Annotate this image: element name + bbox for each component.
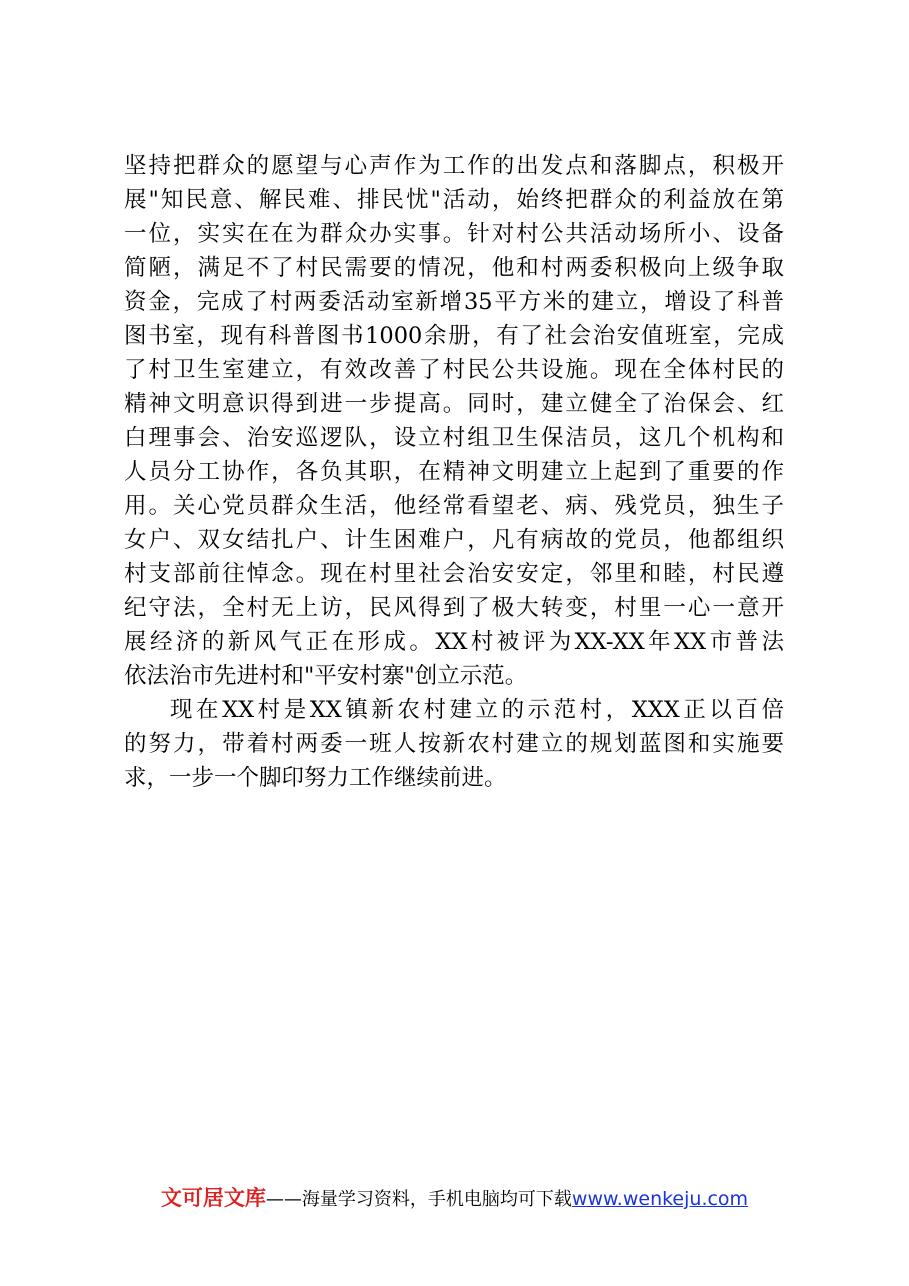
text-line: 人员分工协作，各负其职，在精神文明建立上起到了重要的作 (124, 459, 784, 485)
text-line: 女户、双女结扎户、计生困难户，凡有病故的党员，他都组织 (124, 527, 784, 553)
text-line: 村支部前往悼念。现在村里社会治安安定，邻里和睦，村民遵 (124, 561, 784, 587)
text-line: 展经济的新风气正在形成。XX村被评为XX-XX年XX市普法 (124, 629, 784, 655)
text-line: 白理事会、治安巡逻队，设立村组卫生保洁员，这几个机构和 (124, 425, 784, 451)
text-line: 精神文明意识得到进一步提高。同时，建立健全了治保会、红 (124, 391, 784, 417)
footer-brand: 文可居文库 (160, 1186, 266, 1210)
text-line: 纪守法，全村无上访，民风得到了极大转变，村里一心一意开 (124, 595, 784, 621)
footer-website-link[interactable]: www.wenkeju.com (571, 1188, 749, 1210)
text-line: 展"知民意、解民难、排民忧"活动，始终把群众的利益放在第 (124, 187, 784, 213)
footer-banner (0, 1182, 909, 1212)
text-line: 用。关心党员群众生活，他经常看望老、病、残党员，独生子 (124, 493, 784, 519)
footer-tagline: ——海量学习资料，手机电脑均可下载 (265, 1189, 572, 1210)
text-line: 了村卫生室建立，有效改善了村民公共设施。现在全体村民的 (124, 357, 784, 383)
text-line: 依法治市先进村和"平安村寨"创立示范。 (124, 663, 528, 689)
text-line: 简陋，满足不了村民需要的情况，他和村两委积极向上级争取 (124, 255, 784, 281)
text-line: 求，一步一个脚印努力工作继续前进。 (124, 765, 507, 791)
paragraph-2 (124, 693, 784, 795)
text-line: 现在XX村是XX镇新农村建立的示范村，XXX正以百倍 (170, 697, 784, 723)
text-line: 坚持把群众的愿望与心声作为工作的出发点和落脚点，积极开 (124, 153, 784, 179)
text-line: 的努力，带着村两委一班人按新农村建立的规划蓝图和实施要 (124, 731, 784, 757)
text-line: 图书室，现有科普图书1000余册，有了社会治安值班室，完成 (124, 323, 784, 349)
text-line: 一位，实实在在为群众办实事。针对村公共活动场所小、设备 (124, 221, 784, 247)
text-line: 资金，完成了村两委活动室新增35平方米的建立，增设了科普 (124, 289, 784, 315)
document-body (124, 149, 784, 795)
paragraph-1 (124, 149, 784, 693)
